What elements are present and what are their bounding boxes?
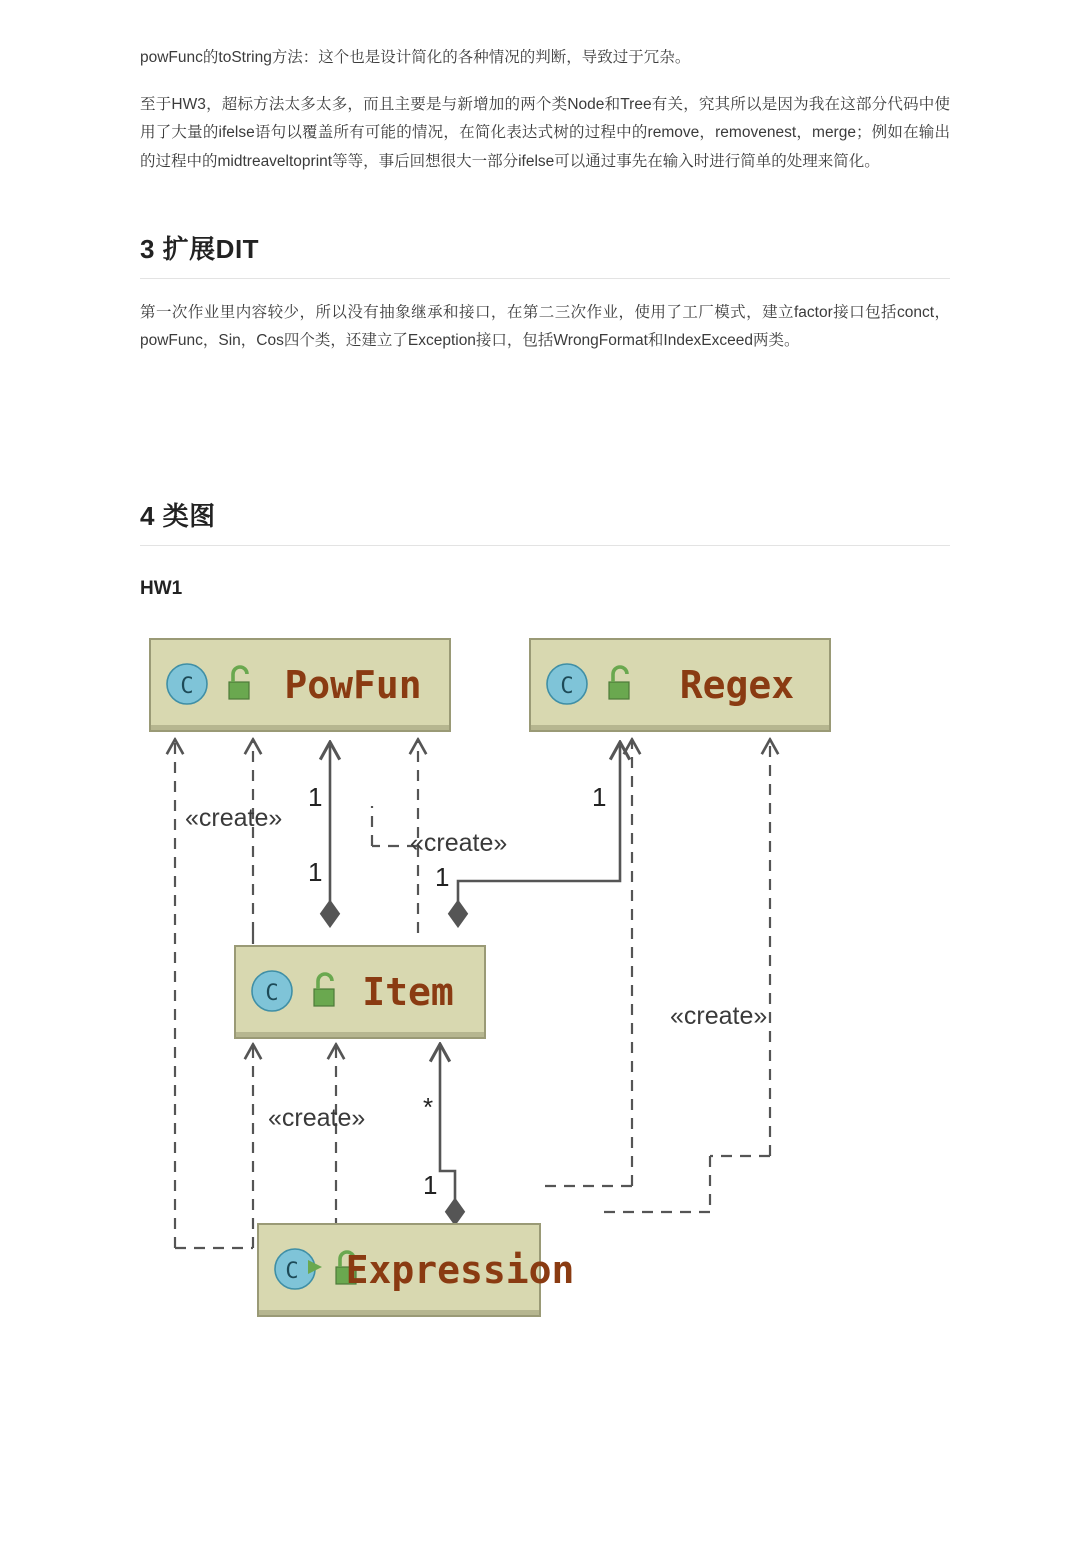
class-node-item[interactable] [235, 946, 485, 1038]
label-create-2: «create» [410, 829, 508, 858]
spacer [140, 374, 950, 444]
subheading-hw1: HW1 [140, 578, 183, 600]
label-create-3: «create» [268, 1104, 366, 1133]
mult-powfun-bottom: 1 [308, 857, 323, 888]
mult-item-star: * [423, 1092, 434, 1123]
class-node-regex[interactable] [530, 639, 830, 731]
uml-class-diagram [140, 626, 950, 1366]
class-name-expression: Expression [345, 1248, 575, 1293]
section-dit-body: 第一次作业里内容较少，所以没有抽象继承和接口，在第二三次作业，使用了工厂模式，建立factor接口包括conct，powFunc，Sin，Cos四个类，还建立了Exception接口，包括WrongFormat和IndexExceed两类。 [140, 303, 950, 350]
label-create-4: «create» [670, 1002, 768, 1031]
mult-regex-top: 1 [592, 782, 607, 813]
mult-item-one: 1 [423, 1170, 438, 1201]
class-name-item: Item [362, 970, 454, 1015]
class-icon-letter: C [180, 674, 194, 700]
paragraph-2: 至于HW3，超标方法太多太多，而且主要是与新增加的两个类Node和Tree有关，究其所以是因为我在这部分代码中使用了大量的ifelse语句以覆盖所有可能的情况，在简化表达式树的过程中的remove，removenest，merge；例如在输出的过程中的midtreaveltoprint等等，事后回想很大一部分ifelse可以通过事先在输入时进行简单的处理来简化。 [140, 95, 951, 171]
class-node-powfun[interactable] [150, 639, 450, 731]
section-heading-classdiagram: 4 类图 [140, 496, 950, 546]
class-icon-letter: C [560, 674, 574, 700]
mult-regex-bottom: 1 [435, 862, 450, 893]
dependency-edges-lower [253, 1046, 336, 1248]
class-name-regex: Regex [679, 663, 795, 708]
class-icon-letter: C [285, 1259, 299, 1285]
mult-powfun-top: 1 [308, 782, 323, 813]
label-create-1: «create» [185, 804, 283, 833]
section-heading-dit: 3 扩展DIT [140, 229, 950, 279]
class-icon-letter: C [265, 981, 279, 1007]
class-name-powfun: PowFun [284, 663, 422, 708]
paragraph-1: powFunc的toString方法：这个也是设计简化的各种情况的判断，导致过于冗杂。 [140, 49, 691, 66]
class-node-expression[interactable] [258, 1224, 574, 1316]
